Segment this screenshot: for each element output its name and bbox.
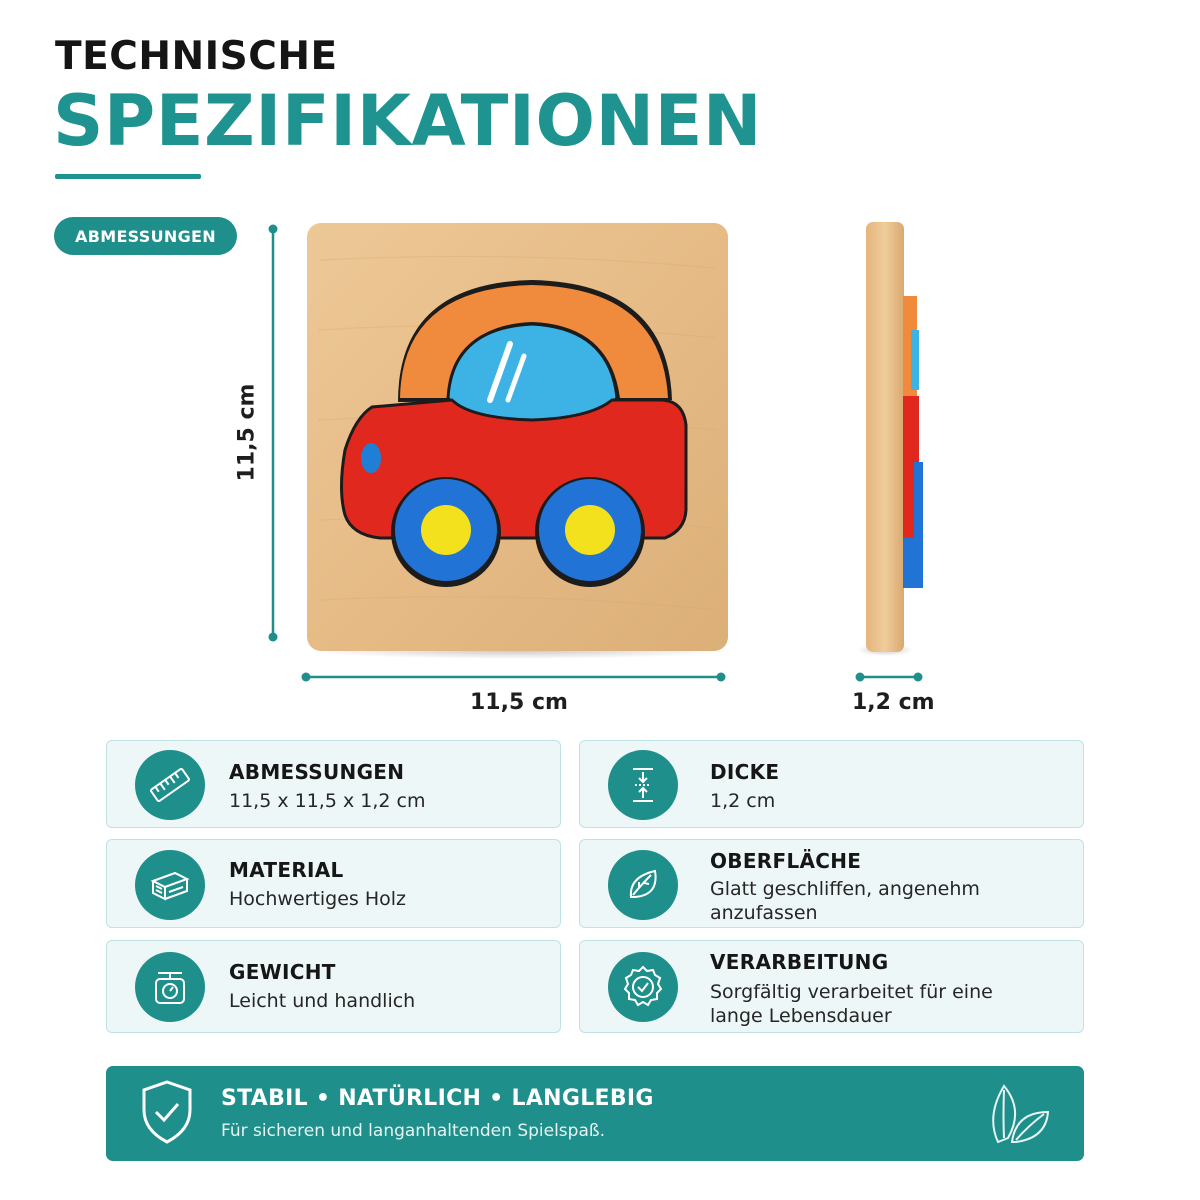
spec-card-workmanship bbox=[579, 940, 1084, 1033]
spec-card-thickness bbox=[579, 740, 1084, 828]
shield-check-icon bbox=[138, 1078, 196, 1150]
banner-subtitle: Für sicheren und langanhaltenden Spielspaß. bbox=[221, 1121, 605, 1141]
height-dimension-line bbox=[269, 225, 278, 642]
spec-card-dimensions bbox=[106, 740, 561, 828]
spec-card-material bbox=[106, 839, 561, 928]
spec-title: VERARBEITUNG bbox=[710, 950, 889, 974]
width-dimension-line bbox=[302, 673, 726, 682]
dimensions-badge: ABMESSUNGEN bbox=[54, 217, 237, 255]
spec-text: Glatt geschliffen, angenehm anzufassen bbox=[710, 878, 980, 924]
spec-title: DICKE bbox=[710, 760, 780, 784]
thickness-icon bbox=[608, 750, 678, 820]
depth-dimension-line bbox=[856, 673, 923, 682]
spec-text: Leicht und handlich bbox=[229, 990, 416, 1012]
width-dimension-label: 11,5 cm bbox=[470, 690, 568, 715]
scale-icon bbox=[135, 952, 205, 1022]
spec-title: ABMESSUNGEN bbox=[229, 760, 405, 784]
spec-text: 1,2 cm bbox=[710, 790, 776, 812]
spec-text: Hochwertiges Holz bbox=[229, 888, 407, 910]
page-title-line1: TECHNISCHE bbox=[55, 34, 338, 79]
spec-title: OBERFLÄCHE bbox=[710, 849, 862, 873]
spec-title: MATERIAL bbox=[229, 858, 344, 882]
board-side-view bbox=[857, 222, 923, 656]
ruler-icon bbox=[135, 750, 205, 820]
depth-dimension-label: 1,2 cm bbox=[852, 690, 935, 715]
spec-title: GEWICHT bbox=[229, 960, 336, 984]
leaf-icon bbox=[608, 850, 678, 920]
double-leaf-icon bbox=[982, 1076, 1056, 1154]
spec-text: 11,5 x 11,5 x 1,2 cm bbox=[229, 790, 426, 812]
height-dimension-label: 11,5 cm bbox=[234, 383, 260, 482]
spec-card-surface bbox=[579, 839, 1084, 928]
wood-plank-icon bbox=[135, 850, 205, 920]
quality-banner bbox=[106, 1066, 1084, 1161]
quality-badge-icon bbox=[608, 952, 678, 1022]
spec-text: Sorgfältig verarbeitet für eine lange Lebensdauer bbox=[710, 981, 993, 1027]
page-title-line2: SPEZIFIKATIONEN bbox=[53, 80, 762, 162]
spec-card-weight bbox=[106, 940, 561, 1033]
banner-title: STABIL • NATÜRLICH • LANGLEBIG bbox=[221, 1086, 654, 1111]
